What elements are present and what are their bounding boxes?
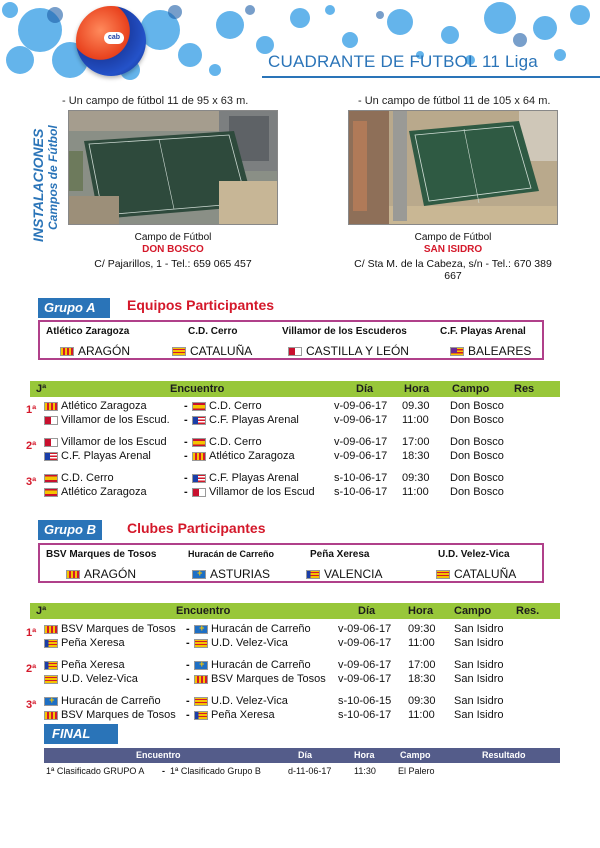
usa-flag-icon [44,452,58,461]
match-separator: - [186,659,190,671]
installations-subtitle: Campos de Fútbol [46,125,60,230]
round-label: 3ª [26,476,37,488]
match-venue: Don Bosco [450,436,504,448]
match-time: 09:30 [408,623,436,635]
match-venue: San Isidro [454,659,504,671]
away-team [192,472,299,484]
team-region [450,344,531,358]
usa-flag-icon [192,474,206,483]
away-team [194,659,311,671]
home-team [44,623,176,635]
team-name: Atlético Zaragoza [46,326,130,337]
col-hora: Hora [404,383,430,395]
match-venue: San Isidro [454,637,504,649]
home-team [44,695,161,707]
team-name: BSV Marques de Tosos [46,549,157,560]
aragon-flag-icon [60,347,74,356]
team-name: Peña Xeresa [310,549,370,560]
match-day: s-10-06-17 [334,486,388,498]
match-venue: Don Bosco [450,486,504,498]
home-team [44,414,170,426]
round-label: 1ª [26,404,37,416]
match-time: 11:00 [402,486,429,498]
group-b-schedule-header [30,603,560,619]
cataluna-flag-icon [194,639,208,648]
away-team [194,673,326,685]
home-team [44,659,125,671]
match-day: v-09-06-17 [338,659,392,671]
field-caption-1 [68,232,278,270]
final-hora: 11:30 [354,766,376,776]
team-label: C.F. Playas Arenal [209,414,299,426]
region-label: VALENCIA [324,567,383,581]
col-resultado: Resultado [482,750,526,760]
home-team [44,637,125,649]
match-separator: - [186,695,190,707]
team-label: U.D. Velez-Vica [61,673,138,685]
match-separator: - [184,436,188,448]
match-day: v-09-06-17 [334,436,388,448]
team-label: C.F. Playas Arenal [61,450,151,462]
espana-flag-icon [44,474,58,483]
team-label: Peña Xeresa [61,637,125,649]
aerial-photo-don-bosco [69,111,278,225]
match-day: s-10-06-17 [338,709,392,721]
match-separator: - [186,673,190,685]
col-campo: Campo [454,605,492,617]
final-header [44,748,560,763]
home-team [44,673,138,685]
away-team [194,637,288,649]
group-b-teams-box [38,543,544,583]
asturias-flag-icon [44,697,58,706]
match-row [40,486,560,500]
team-label: Peña Xeresa [61,659,125,671]
espana-flag-icon [192,438,206,447]
aragon-flag-icon [192,452,206,461]
match-day: v-09-06-17 [338,673,392,685]
team-label: C.D. Cerro [209,436,262,448]
field-caption-2 [348,232,558,282]
castilla-flag-icon [192,488,206,497]
region-label: ASTURIAS [210,567,271,581]
col-encuentro: Encuentro [176,605,231,617]
field-address-1: C/ Pajarillos, 1 - Tel.: 659 065 457 [94,258,252,270]
field-caption-type: Campo de Fútbol [134,232,212,243]
group-a-title: Equipos Participantes [127,297,275,313]
team-label: Peña Xeresa [211,709,275,721]
match-separator: - [162,766,165,776]
team-label: U.D. Velez-Vica [211,695,288,707]
group-b-tag: Grupo B [38,520,102,540]
aragon-flag-icon [44,711,58,720]
match-row [40,673,560,687]
match-row [40,450,560,464]
valencia-flag-icon [306,570,320,579]
cataluna-flag-icon [436,570,450,579]
away-team [192,400,262,412]
match-time: 18:30 [408,673,436,685]
aerial-photo-san-isidro [349,111,558,225]
away-team [192,436,262,448]
col-dia: Día [358,605,376,617]
match-row [40,659,560,673]
home-team [44,709,176,721]
team-label: U.D. Velez-Vica [211,637,288,649]
match-time: 11:00 [408,637,435,649]
team-label: Villamor de los Escud [209,486,315,498]
match-day: s-10-06-15 [338,695,392,707]
match-day: v-09-06-17 [334,414,388,426]
installations-title: INSTALACIONES [30,128,46,242]
match-row [40,414,560,428]
castilla-flag-icon [288,347,302,356]
match-time: 18:30 [402,450,430,462]
title-underline [262,76,600,78]
valencia-flag-icon [194,711,208,720]
team-name: C.D. Cerro [188,326,238,337]
final-dia: d-11-06-17 [288,766,332,776]
match-venue: Don Bosco [450,400,504,412]
home-team [44,436,167,448]
match-row [40,695,560,709]
region-label: BALEARES [468,344,532,358]
round-label: 3ª [26,699,37,711]
team-label: C.D. Cerro [61,472,114,484]
col-hora: Hora [354,750,375,760]
match-venue: Don Bosco [450,472,504,484]
match-row [40,400,560,414]
final-home: 1ª Clasificado GRUPO A [46,766,145,776]
match-time: 17:00 [402,436,430,448]
match-day: v-09-06-17 [338,637,392,649]
col-res: Res. [516,605,540,617]
field-name-don-bosco: DON BOSCO [142,244,204,255]
match-time: 17:00 [408,659,436,671]
valencia-flag-icon [44,639,58,648]
region-label: CASTILLA Y LEÓN [306,344,409,358]
match-row [40,436,560,450]
field-address-2: C/ Sta M. de la Cabeza, s/n - Tel.: 670 389 667 [354,258,552,282]
col-campo: Campo [452,383,490,395]
round-label: 2ª [26,663,37,675]
asturias-flag-icon [192,570,206,579]
col-campo: Campo [400,750,431,760]
match-time: 09:30 [408,695,436,707]
away-team [194,695,288,707]
asturias-flag-icon [194,661,208,670]
match-separator: - [184,400,188,412]
final-tag: FINAL [44,724,118,744]
page-title: CUADRANTE DE FUTBOL 11 Liga [268,52,538,71]
home-team [44,400,147,412]
match-time: 11:00 [402,414,429,426]
team-region [436,567,516,581]
castilla-flag-icon [44,416,58,425]
team-region [60,344,130,358]
group-a-teams-box [38,320,544,360]
round-label: 1ª [26,627,37,639]
match-row [40,637,560,651]
away-team [194,623,311,635]
match-venue: San Isidro [454,709,504,721]
field-description-2: - Un campo de fútbol 11 de 105 x 64 m. [358,95,551,107]
usa-flag-icon [192,416,206,425]
team-label: Atlético Zaragoza [61,400,147,412]
group-a-schedule-header [30,381,560,397]
match-time: 09.30 [402,400,430,412]
team-name: Huracán de Carreño [188,549,275,559]
home-team [44,472,114,484]
match-venue: San Isidro [454,623,504,635]
group-b-title: Clubes Participantes [127,520,266,536]
field-photo-1 [68,110,278,225]
match-day: v-09-06-17 [334,400,388,412]
final-away: 1ª Clasificado Grupo B [170,766,261,776]
team-name: Villamor de los Escuderos [282,326,407,337]
away-team [192,486,315,498]
match-day: s-10-06-17 [334,472,388,484]
match-venue: Don Bosco [450,450,504,462]
home-team [44,450,151,462]
match-separator: - [186,623,190,635]
home-team [44,486,147,498]
col-jornada: Jª [36,605,47,617]
baleares-flag-icon [450,347,464,356]
cataluna-flag-icon [172,347,186,356]
match-separator: - [184,450,188,462]
match-venue: San Isidro [454,695,504,707]
col-dia: Día [298,750,313,760]
team-label: BSV Marques de Tosos [61,709,176,721]
match-separator: - [184,472,188,484]
field-caption-type: Campo de Fútbol [414,232,492,243]
match-separator: - [184,414,188,426]
aragon-flag-icon [66,570,80,579]
team-label: Villamor de los Escud. [61,414,170,426]
match-time: 11:00 [408,709,435,721]
team-region [288,344,409,358]
espana-flag-icon [192,402,206,411]
match-row [40,623,560,637]
match-day: v-09-06-17 [338,623,392,635]
match-row [40,709,560,723]
team-label: Huracán de Carreño [61,695,161,707]
match-separator: - [186,637,190,649]
castilla-flag-icon [44,438,58,447]
aragon-flag-icon [194,675,208,684]
team-label: Atlético Zaragoza [209,450,295,462]
team-label: BSV Marques de Tosos [61,623,176,635]
field-description-1: - Un campo de fútbol 11 de 95 x 63 m. [62,95,249,107]
match-venue: Don Bosco [450,414,504,426]
aragon-flag-icon [44,625,58,634]
team-region [66,567,136,581]
team-name: U.D. Velez-Vica [438,549,510,560]
team-label: BSV Marques de Tosos [211,673,326,685]
col-encuentro: Encuentro [170,383,225,395]
final-campo: El Palero [398,766,435,776]
espana-flag-icon [44,488,58,497]
team-label: C.F. Playas Arenal [209,472,299,484]
col-res: Res [514,383,535,395]
away-team [192,414,299,426]
col-hora: Hora [408,605,434,617]
team-name: C.F. Playas Arenal [440,326,526,337]
team-label: Huracán de Carreño [211,659,311,671]
team-region [172,344,252,358]
match-time: 09:30 [402,472,430,484]
team-label: C.D. Cerro [209,400,262,412]
round-label: 2ª [26,440,37,452]
cataluna-flag-icon [194,697,208,706]
region-label: ARAGÓN [78,344,131,358]
field-name-san-isidro: SAN ISIDRO [423,244,483,255]
team-region [306,567,382,581]
col-dia: Día [356,383,374,395]
region-label: ARAGÓN [84,567,137,581]
group-a-tag: Grupo A [38,298,110,318]
match-row [40,472,560,486]
region-label: CATALUÑA [190,344,253,358]
match-day: v-09-06-17 [334,450,388,462]
region-label: CATALUÑA [454,567,517,581]
team-region [192,567,270,581]
away-team [194,709,275,721]
asturias-flag-icon [194,625,208,634]
ball-logo: cab [104,32,124,44]
col-encuentro: Encuentro [136,750,181,760]
installations-label [30,102,70,242]
aragon-flag-icon [44,402,58,411]
match-separator: - [184,486,188,498]
col-jornada: Jª [36,383,47,395]
match-venue: San Isidro [454,673,504,685]
field-photo-2 [348,110,558,225]
team-label: Atlético Zaragoza [61,486,147,498]
team-label: Huracán de Carreño [211,623,311,635]
cataluna-flag-icon [44,675,58,684]
away-team [192,450,295,462]
match-separator: - [186,709,190,721]
valencia-flag-icon [44,661,58,670]
team-label: Villamor de los Escud [61,436,167,448]
